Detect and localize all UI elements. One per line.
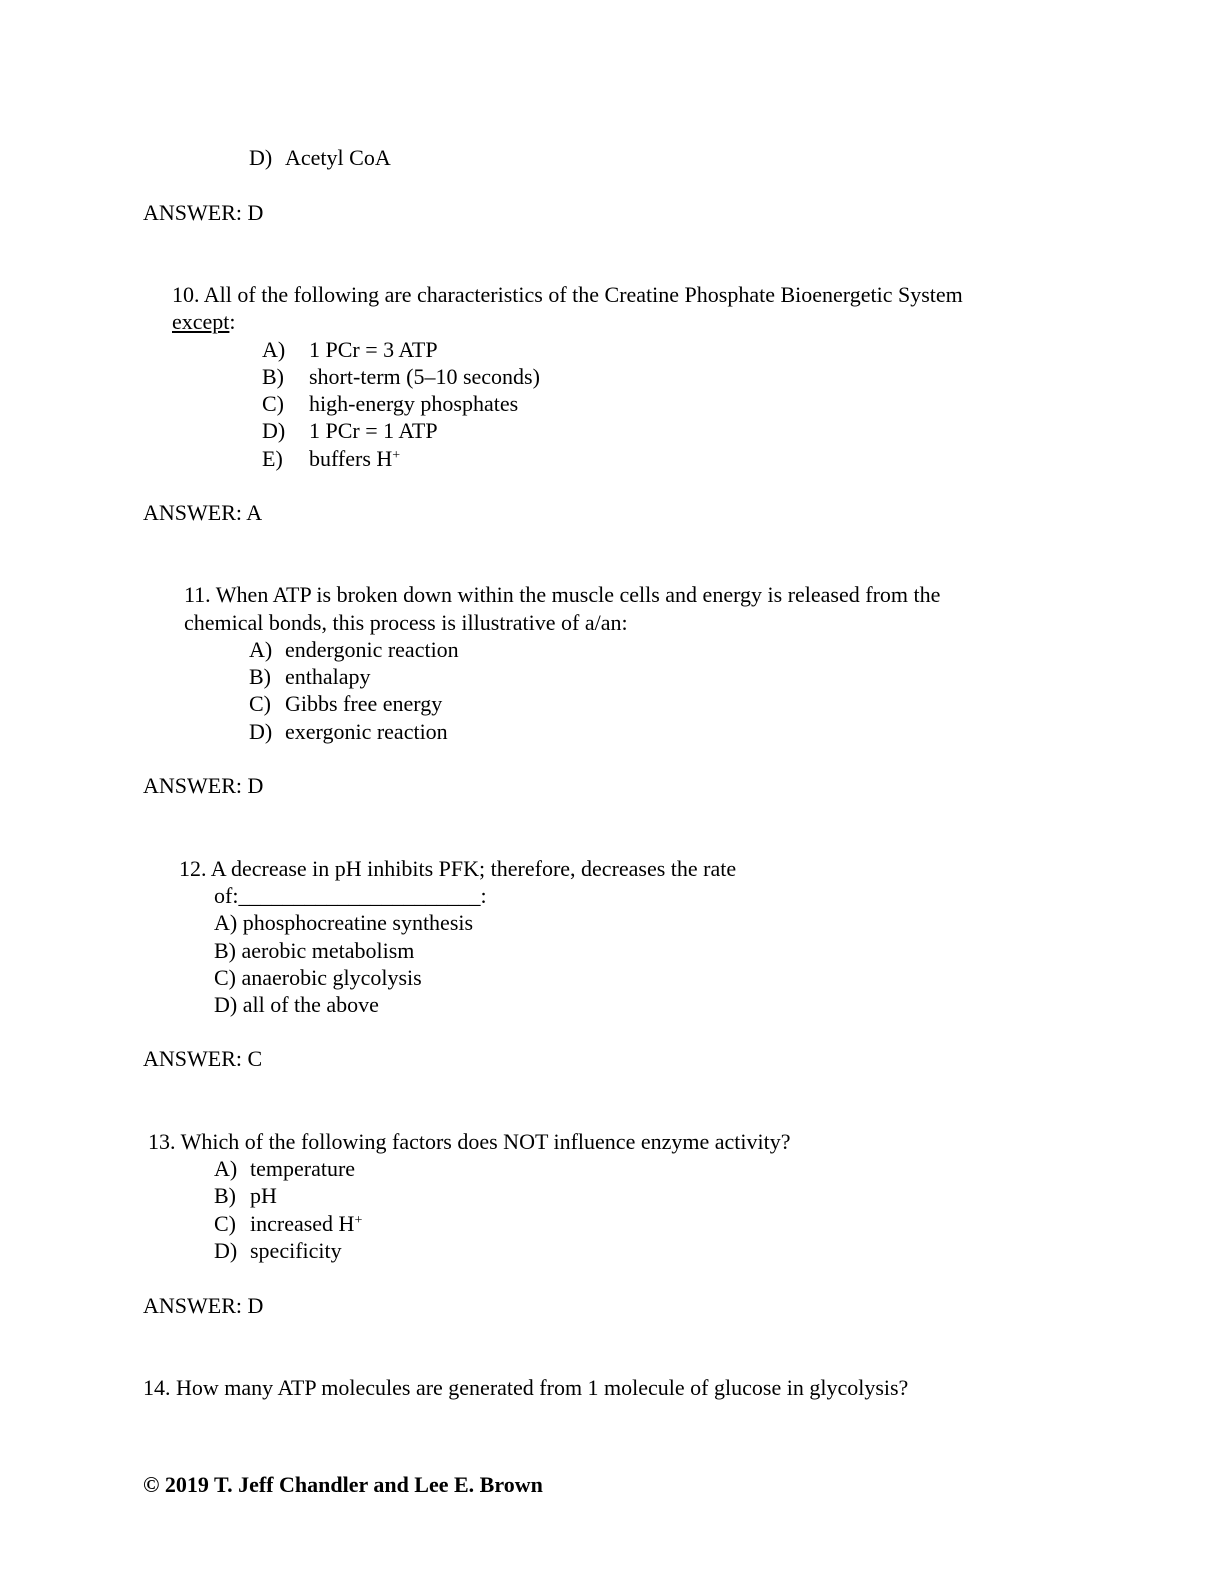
q12-stem-line1: 12. A decrease in pH inhibits PFK; therefore, decreases the rate	[179, 856, 737, 881]
option-label: D)	[249, 719, 273, 744]
q12-option-b: B) aerobic metabolism	[214, 938, 415, 963]
q10-option-c	[262, 390, 518, 417]
option-text: Gibbs free energy	[285, 691, 443, 716]
option-label: C)	[262, 391, 284, 416]
option-text: specificity	[250, 1238, 342, 1263]
option-label: B)	[262, 364, 284, 389]
q10-answer: ANSWER: A	[143, 500, 263, 525]
q10-option-a	[262, 336, 438, 363]
option-text: Acetyl CoA	[285, 145, 391, 170]
option-label: A)	[262, 337, 286, 362]
option-text: 1 PCr = 3 ATP	[309, 337, 438, 362]
option-text: pH	[250, 1183, 277, 1208]
superscript-plus: +	[392, 448, 401, 463]
q10-option-d	[262, 417, 438, 444]
q13-option-b	[214, 1182, 277, 1209]
q11-option-b	[249, 663, 371, 690]
option-label: B)	[249, 664, 271, 689]
option-label: A)	[249, 637, 273, 662]
option-text: 1 PCr = 1 ATP	[309, 418, 438, 443]
footer-copyright: © 2019 T. Jeff Chandler and Lee E. Brown	[143, 1472, 543, 1497]
q13-answer: ANSWER: D	[143, 1293, 264, 1318]
q12-option-a: A) phosphocreatine synthesis	[214, 910, 474, 935]
q10-stem-line2	[172, 308, 236, 335]
option-text: short-term (5–10 seconds)	[309, 364, 540, 389]
q11-option-d	[249, 718, 448, 745]
option-text-main: increased H	[250, 1211, 355, 1236]
q14-stem: 14. How many ATP molecules are generated from 1 molecule of glucose in glycolysis?	[143, 1375, 909, 1400]
option-text: temperature	[250, 1156, 356, 1181]
q12-option-c: C) anaerobic glycolysis	[214, 965, 422, 990]
q13-option-a	[214, 1155, 355, 1182]
q13-stem: 13. Which of the following factors does NOT influence enzyme activity?	[148, 1129, 791, 1154]
option-label: E)	[262, 446, 283, 471]
q12-stem-line2: of:______________________:	[214, 883, 487, 908]
q12-answer: ANSWER: C	[143, 1046, 263, 1071]
q11-stem-line1: 11. When ATP is broken down within the muscle cells and energy is released from the	[184, 582, 941, 607]
option-label: D)	[249, 145, 273, 170]
option-label: D)	[262, 418, 286, 443]
option-label: C)	[249, 691, 271, 716]
q13-option-c	[214, 1210, 362, 1237]
option-text: exergonic reaction	[285, 719, 448, 744]
option-text: endergonic reaction	[285, 637, 459, 662]
q11-answer: ANSWER: D	[143, 773, 264, 798]
q10-option-b	[262, 363, 540, 390]
option-text	[250, 1210, 362, 1237]
option-label: C)	[214, 1211, 236, 1236]
q12-option-d: D) all of the above	[214, 992, 379, 1017]
q13-option-d	[214, 1237, 342, 1264]
q9-option-d	[249, 144, 391, 171]
superscript-plus: +	[354, 1213, 363, 1228]
option-text: enthalapy	[285, 664, 371, 689]
option-label: A)	[214, 1156, 238, 1181]
option-text: high-energy phosphates	[309, 391, 519, 416]
option-label: D)	[214, 1238, 238, 1263]
q10-stem-line1: 10. All of the following are characteristics of the Creatine Phosphate Bioenergetic System	[172, 282, 963, 307]
q11-option-c	[249, 690, 442, 717]
q10-except-emphasis: except	[172, 309, 230, 334]
option-label: B)	[214, 1183, 236, 1208]
q9-answer: ANSWER: D	[143, 200, 264, 225]
option-text	[309, 445, 400, 472]
q10-colon: :	[229, 309, 236, 334]
q11-stem-line2: chemical bonds, this process is illustrative of a/an:	[184, 610, 628, 635]
q10-option-e	[262, 445, 400, 472]
option-text-main: buffers H	[309, 446, 393, 471]
q11-option-a	[249, 636, 459, 663]
